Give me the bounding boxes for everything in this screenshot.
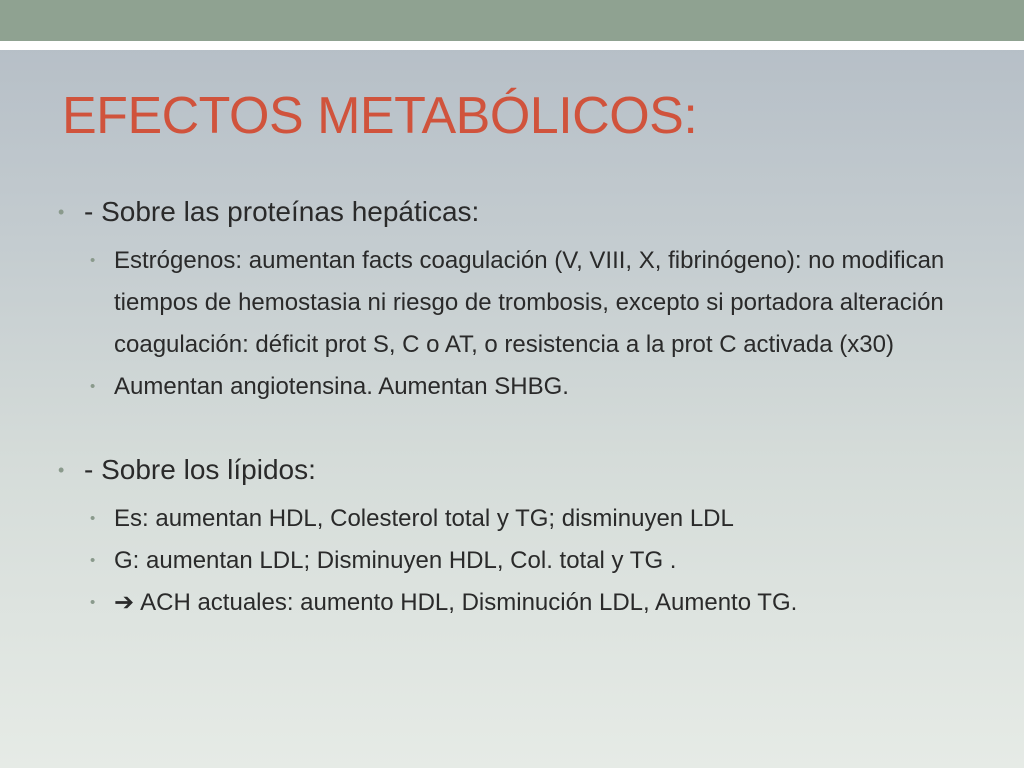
- bullet-icon: •: [58, 460, 65, 480]
- list-item: [90, 366, 972, 408]
- header-bar: [0, 0, 1024, 41]
- bullet-icon: •: [90, 594, 96, 611]
- header-stripe: [0, 41, 1024, 50]
- section-heading-text: - Sobre los lípidos:: [84, 454, 316, 485]
- section-spacer: [62, 408, 972, 448]
- list-item: [90, 498, 972, 540]
- slide-body: [58, 190, 972, 624]
- slide-title: EFECTOS METABÓLICOS:: [62, 87, 698, 145]
- bullet-icon: •: [90, 510, 96, 527]
- bullet-icon: •: [90, 552, 96, 569]
- bullet-icon: •: [90, 378, 96, 395]
- bullet-icon: •: [58, 202, 65, 222]
- list-item: [90, 540, 972, 582]
- list-item-text: Estrógenos: aumentan facts coagulación (V, VIII, X, fibrinógeno): no modifican tiempos de hemostasia ni riesgo de trombosis, excepto si portadora alteración coagulación: déficit prot S, C o AT, o resistencia a la prot C activada (x30): [114, 247, 945, 358]
- right-arrow-icon: ➔: [114, 589, 135, 616]
- bullet-icon: •: [90, 252, 96, 269]
- list-item: [90, 582, 972, 624]
- list-item-text: ACH actuales: aumento HDL, Disminución LDL, Aumento TG.: [140, 589, 798, 616]
- list-item: [90, 240, 972, 366]
- section-heading-lipids: [58, 448, 972, 492]
- section-heading-text: - Sobre las proteínas hepáticas:: [84, 196, 480, 227]
- list-item-text: Es: aumentan HDL, Colesterol total y TG; disminuyen LDL: [114, 505, 734, 532]
- list-item-text: Aumentan angiotensina. Aumentan SHBG.: [114, 373, 569, 400]
- list-item-text: G: aumentan LDL; Disminuyen HDL, Col. total y TG .: [114, 547, 677, 574]
- section-heading-proteins: [58, 190, 972, 234]
